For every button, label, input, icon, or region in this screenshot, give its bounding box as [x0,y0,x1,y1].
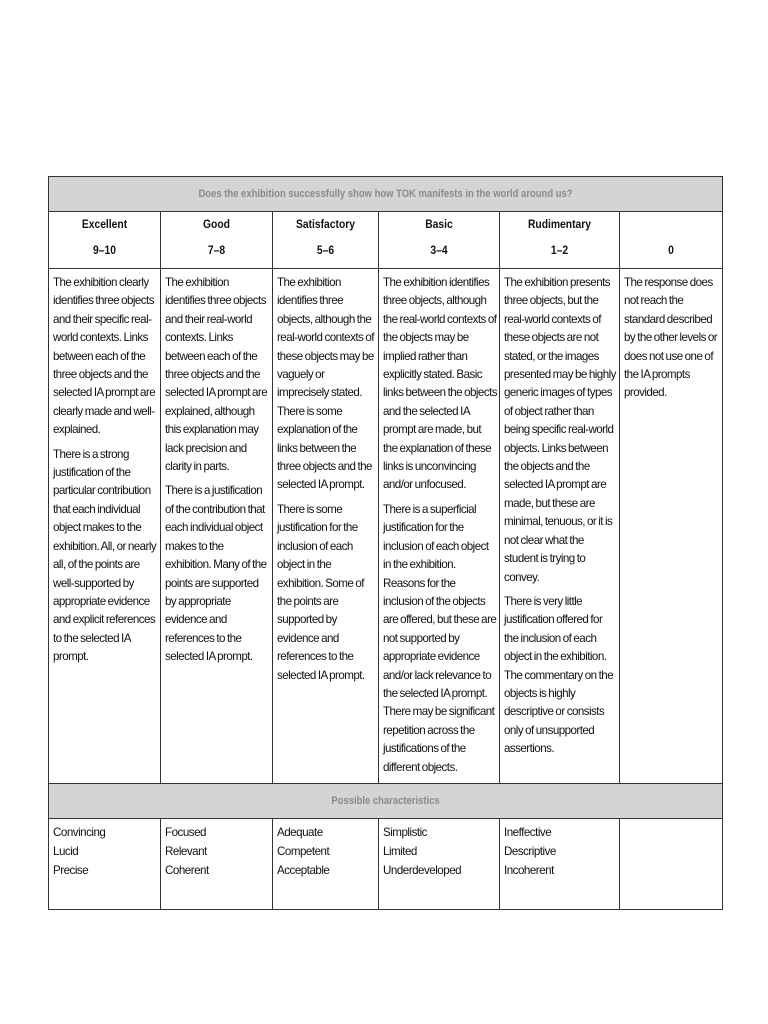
characteristic-word: Simplistic [383,825,427,839]
characteristic-word: Adequate [277,825,323,839]
descriptor-paragraph: There is very little justification offered for the inclusion of each object in the exhibition. The commentary on the objects is highly descriptive or consists only of unsupported assertions. [504,594,614,756]
descriptor-paragraph: There is a strong justification of the particular contribution that each individual object makes to the exhibition. All, or nearly all, of the points are well-supported by appropriate evidence and explicit references to the selected IA prompt. [53,447,157,664]
level-header-satisfactory [273,212,379,269]
level-name: Satisfactory [295,217,356,231]
characteristics-good [161,818,273,909]
characteristics-rudimentary [500,818,620,909]
characteristic-word: Coherent [165,863,209,877]
level-name: Rudimentary [527,217,592,231]
level-range: 7–8 [207,243,226,257]
descriptor-basic [379,269,500,784]
characteristics-title-row [49,783,723,818]
descriptor-paragraph: There is a superficial justification for the inclusion of each object in the exhibition. Reasons for the inclusion of the objects are offered, but these are not supported by appropriate evidence and/or lack relevance to the selected IA prompt. There may be significant repetition across the justifications of the different objects. [383,502,497,774]
assessment-rubric-table [48,176,723,910]
level-range: 5–6 [316,243,335,257]
level-name [627,217,715,231]
level-range: 9–10 [93,243,116,257]
descriptor-zero [620,269,723,784]
descriptor-paragraph: The exhibition identifies three objects, although the real-world contexts of the objects may be implied rather than explicitly stated. Basic links between the objects and the selected IA prompt are made, but the explanation of these links is unconvincing and/or unfocused. [383,276,497,492]
descriptor-satisfactory [273,269,379,784]
descriptor-paragraph: The response does not reach the standard described by the other levels or does not use one of the IA prompts provided. [624,276,718,400]
characteristics-zero [620,818,723,909]
characteristic-word: Incoherent [504,863,554,877]
characteristics-row [49,818,723,909]
descriptor-paragraph: The exhibition identifies three objects and their real-world contexts. Links between each of the three objects and the selected IA prompt are explained, although this explanation may lack precision and clarity in parts. [165,276,268,474]
level-header-rudimentary [500,212,620,269]
level-name: Good [203,217,230,231]
level-header-zero [620,212,723,269]
descriptor-paragraph: The exhibition identifies three objects, although the real-world contexts of these objects may be vaguely or imprecisely stated. There is some explanation of the links between the three objects and the selected IA prompt. [277,276,374,492]
characteristic-word: Descriptive [504,844,556,858]
level-range: 3–4 [430,243,448,257]
descriptor-paragraph: The exhibition presents three objects, but the real-world contexts of these objects are not stated, or the images presented may be highly generic images of types of object rather than being specific real-world objects. Links between the objects and the selected IA prompt are made, but these are minimal, tenuous, or it is not clear what the student is trying to convey. [504,276,616,584]
characteristics-basic [379,818,500,909]
level-name: Basic [425,217,453,231]
level-header-row [49,212,723,269]
characteristic-word: Underdeveloped [383,863,462,877]
descriptor-rudimentary [500,269,620,784]
characteristic-word: Relevant [165,844,207,858]
level-header-basic [379,212,500,269]
level-header-excellent [49,212,161,269]
descriptor-paragraph: There is some justification for the inclusion of each object in the exhibition. Some of the points are supported by evidence and references to the selected IA prompt. [277,502,365,682]
descriptor-paragraph: The exhibition clearly identifies three objects and their specific real-world contexts. Links between each of the three objects and the selected IA prompt are clearly made and well-explained. [53,276,156,437]
level-name: Excellent [81,217,128,231]
characteristics-excellent [49,818,161,909]
descriptor-row [49,269,723,784]
characteristic-word: Convincing [53,825,106,839]
characteristic-word: Competent [277,844,330,858]
descriptor-good [161,269,273,784]
characteristic-word: Precise [53,863,89,877]
characteristics-satisfactory [273,818,379,909]
level-header-good [161,212,273,269]
level-range: 0 [668,243,674,257]
characteristic-word: Lucid [53,844,79,858]
descriptor-paragraph: There is a justification of the contribution that each individual object makes to the exhibition. Many of the points are supported by appropriate evidence and references to the selected IA prompt. [165,484,267,664]
characteristic-word: Limited [383,844,417,858]
characteristic-word: Ineffective [504,825,552,839]
characteristic-word: Focused [165,825,206,839]
descriptor-excellent [49,269,161,784]
rubric-title: Does the exhibition successfully show how TOK manifests in the world around us? [198,188,573,200]
characteristic-word: Acceptable [277,863,330,877]
rubric-title-cell [49,177,723,212]
rubric-title-row [49,177,723,212]
characteristics-title: Possible characteristics [331,794,440,807]
characteristics-title-cell [49,783,723,818]
level-range: 1–2 [550,243,569,257]
